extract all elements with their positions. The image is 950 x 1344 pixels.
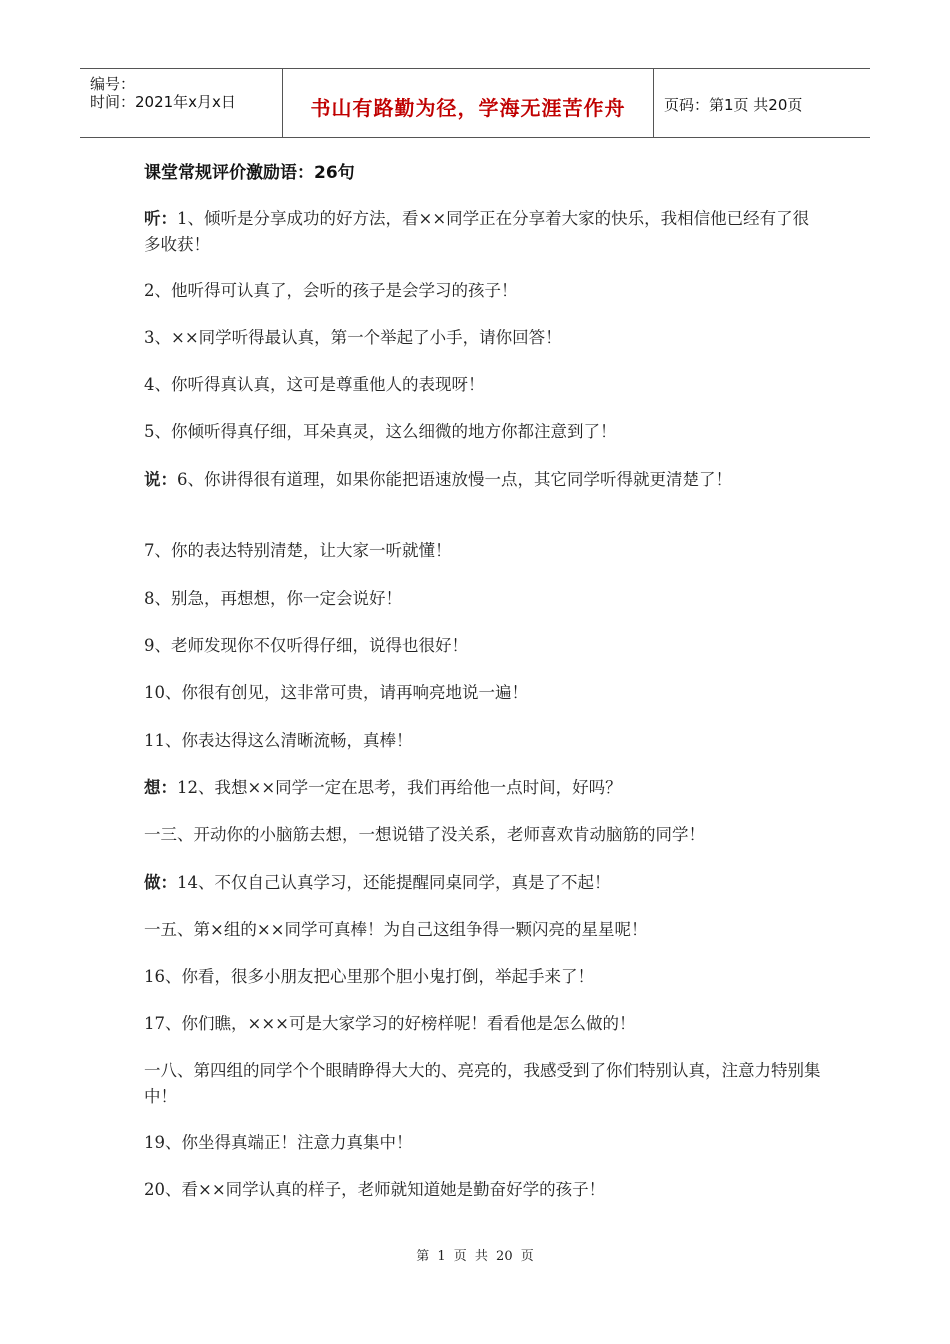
document-title: 课堂常规评价激励语：26句 — [144, 163, 355, 183]
paragraph — [144, 206, 824, 258]
paragraph-text: 3、××同学听得最认真，第一个举起了小手，请你回答！ — [144, 328, 562, 347]
header-meta — [80, 69, 283, 137]
paragraph-text: 8、别急，再想想，你一定会说好！ — [144, 589, 402, 608]
header-motto-cell — [283, 69, 654, 137]
paragraph-text: 10、你很有创见，这非常可贵，请再响亮地说一遍！ — [144, 683, 528, 702]
paragraph-text: 14、不仅自己认真学习，还能提醒同桌同学，真是了不起！ — [177, 873, 611, 892]
paragraph — [144, 467, 824, 493]
paragraph-text: 6、你讲得很有道理，如果你能把语速放慢一点，其它同学听得就更清楚了！ — [177, 470, 732, 489]
paragraph — [144, 680, 824, 706]
paragraph-text: 7、你的表达特别清楚，让大家一听就懂！ — [144, 541, 452, 560]
motto: 书山有路勤为径，学海无涯苦作舟 — [310, 96, 626, 120]
paragraph — [144, 1011, 824, 1037]
paragraph — [144, 822, 824, 848]
paragraph — [144, 419, 824, 445]
paragraph — [144, 964, 824, 990]
paragraph — [144, 870, 824, 896]
page-info: 页码：第1页 共20页 — [664, 96, 803, 114]
paragraph-text: 9、老师发现你不仅听得仔细，说得也很好！ — [144, 636, 468, 655]
paragraph-text: 20、看××同学认真的样子，老师就知道她是勤奋好学的孩子！ — [144, 1180, 606, 1199]
paragraph — [144, 586, 824, 612]
paragraph — [144, 278, 824, 304]
paragraph — [144, 1130, 824, 1156]
paragraph — [144, 538, 824, 564]
section-lead: 听： — [144, 209, 177, 228]
number-label: 编号： — [90, 75, 136, 93]
date-line: 时间：2021年x月x日 — [90, 93, 236, 111]
paragraph — [144, 775, 824, 801]
paragraph-text: 17、你们瞧，×××可是大家学习的好榜样呢！看看他是怎么做的！ — [144, 1014, 636, 1033]
paragraph-text: 1、倾听是分享成功的好方法，看××同学正在分享着大家的快乐，我相信他已经有了很多收获！ — [144, 209, 810, 254]
paragraph — [144, 1058, 824, 1110]
paragraph — [144, 1177, 824, 1203]
section-lead: 说： — [144, 470, 177, 489]
paragraph-text: 4、你听得真认真，这可是尊重他人的表现呀！ — [144, 375, 485, 394]
paragraph — [144, 372, 824, 398]
page-footer: 第 1 页 共 20 页 — [416, 1249, 534, 1264]
paragraph-text: 11、你表达得这么清晰流畅，真棒！ — [144, 731, 413, 750]
paragraph — [144, 633, 824, 659]
paragraph — [144, 728, 824, 754]
paragraph-text: 19、你坐得真端正！注意力真集中！ — [144, 1133, 413, 1152]
paragraph — [144, 917, 824, 943]
paragraph-text: 2、他听得可认真了，会听的孩子是会学习的孩子！ — [144, 281, 518, 300]
paragraph — [144, 325, 824, 351]
section-lead: 做： — [144, 873, 177, 892]
paragraph-text: 16、你看，很多小朋友把心里那个胆小鬼打倒，举起手来了！ — [144, 967, 594, 986]
paragraph-text: 12、我想××同学一定在思考，我们再给他一点时间，好吗？ — [177, 778, 622, 797]
paragraph-text: 一三、开动你的小脑筋去想，一想说错了没关系，老师喜欢肯动脑筋的同学！ — [144, 825, 705, 844]
paragraph-text: 5、你倾听得真仔细，耳朵真灵，这么细微的地方你都注意到了！ — [144, 422, 617, 441]
page-header — [80, 68, 870, 138]
section-lead: 想： — [144, 778, 177, 797]
paragraph-text: 一八、第四组的同学个个眼睛睁得大大的、亮亮的，我感受到了你们特别认真，注意力特别集中！ — [144, 1061, 821, 1106]
paragraph-text: 一五、第×组的××同学可真棒！为自己这组争得一颗闪亮的星星呢！ — [144, 920, 648, 939]
